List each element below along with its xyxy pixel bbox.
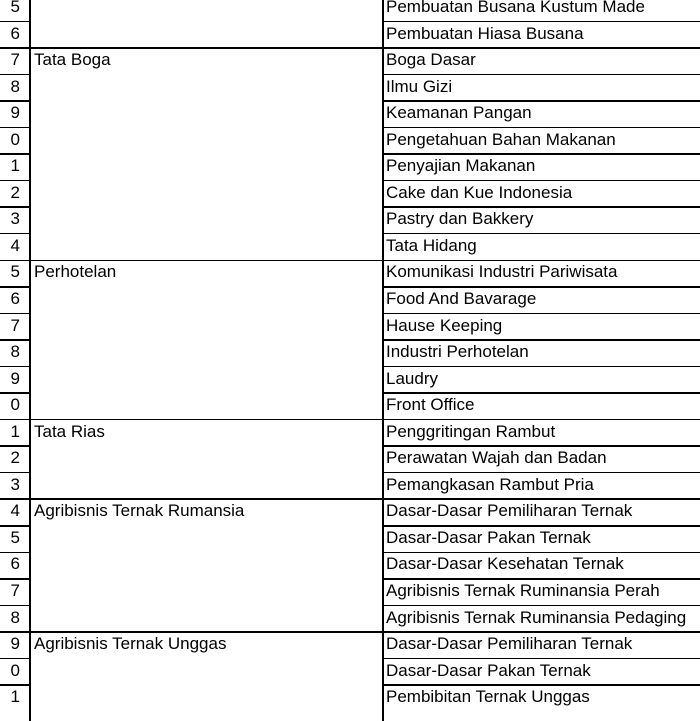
program-cell [29,605,381,632]
program-cell: Agribisnis Ternak Unggas [34,634,227,654]
row-gridline [0,127,29,129]
row-gridline [0,366,29,368]
row-number-cell: 5 [10,262,20,282]
program-cell: Perhotelan [34,262,117,282]
row-gridline [382,392,700,394]
table-row [0,366,700,393]
row-gridline [382,180,700,182]
subject-cell: Dasar-Dasar Pakan Ternak [386,660,591,680]
row-number-cell: 1 [10,687,20,707]
program-cell: Tata Boga [34,50,111,70]
table-row [0,127,700,154]
row-gridline [382,339,700,341]
table-row [0,180,700,207]
row-number-cell: 8 [10,342,20,362]
subject-cell: Dasar-Dasar Pemiliharan Ternak [386,501,633,521]
program-cell [29,551,381,578]
subject-cell: Food And Bavarage [386,289,537,309]
subject-cell: Boga Dasar [386,50,476,70]
subject-cell: Perawatan Wajah dan Badan [386,448,607,468]
program-cell [29,658,381,685]
row-gridline [382,605,700,607]
row-gridline [0,578,29,580]
program-cell [29,21,381,48]
table-row [0,578,700,605]
row-number-cell: 0 [10,129,20,149]
subject-cell: Pengetahuan Bahan Makanan [386,129,616,149]
table-row [0,206,700,233]
program-cell [29,153,381,180]
subject-cell: Agribisnis Ternak Ruminansia Perah [386,581,660,601]
subject-cell: Ilmu Gizi [386,76,453,96]
table-row [0,47,700,74]
row-number-cell: 0 [10,660,20,680]
table-row [0,445,700,472]
row-gridline [0,552,29,554]
table-row [0,21,700,48]
program-cell [29,233,381,260]
program-cell [29,127,381,154]
program-cell [29,339,381,366]
row-number-cell: 6 [10,23,20,43]
group-gridline [0,498,700,500]
row-gridline [0,339,29,341]
table-row [0,392,700,419]
table-row [0,551,700,578]
program-cell [29,206,381,233]
row-number-cell: 5 [10,0,20,16]
row-gridline [0,180,29,182]
row-gridline [382,525,700,527]
program-cell [29,472,381,499]
row-number-cell: 7 [10,315,20,335]
table-row [0,658,700,685]
program-cell [29,392,381,419]
table-row [0,74,700,101]
row-number-cell: 3 [10,209,20,229]
subject-cell: Dasar-Dasar Kesehatan Ternak [386,554,624,574]
subject-cell: Penggritingan Rambut [386,421,556,441]
row-gridline [382,233,700,235]
row-number-cell: 9 [10,634,20,654]
row-number-cell: 6 [10,289,20,309]
column-gridline [382,0,384,721]
row-gridline [382,578,700,580]
group-gridline [0,260,700,262]
row-number-cell: 2 [10,448,20,468]
subject-cell: Cake dan Kue Indonesia [386,182,573,202]
subject-cell: Dasar-Dasar Pemiliharan Ternak [386,634,633,654]
table-row [0,472,700,499]
row-gridline [0,233,29,235]
program-cell [29,313,381,340]
row-gridline [0,445,29,447]
table-row [0,259,700,286]
program-cell [29,366,381,393]
row-gridline [0,313,29,315]
row-gridline [382,206,700,208]
row-gridline [0,206,29,208]
program-cell [29,286,381,313]
program-cell [29,684,381,711]
subject-cell: Agribisnis Ternak Ruminansia Pedaging [386,607,687,627]
row-gridline [382,658,700,660]
row-gridline [382,684,700,686]
row-gridline [0,525,29,527]
subject-cell: Dasar-Dasar Pakan Ternak [386,527,591,547]
program-cell [29,445,381,472]
row-number-cell: 1 [10,156,20,176]
column-gridline [29,0,31,721]
subject-cell: Pembibitan Ternak Unggas [386,687,590,707]
row-gridline [0,684,29,686]
subject-cell: Pemangkasan Rambut Pria [386,474,594,494]
program-cell: Agribisnis Ternak Rumansia [34,501,245,521]
row-gridline [382,552,700,554]
table-row [0,0,700,21]
row-number-cell: 4 [10,235,20,255]
row-gridline [382,286,700,288]
row-number-cell: 3 [10,474,20,494]
row-number-cell: 6 [10,554,20,574]
row-number-cell: 2 [10,182,20,202]
program-cell: Tata Rias [34,421,105,441]
row-gridline [0,392,29,394]
row-number-cell: 8 [10,76,20,96]
row-gridline [382,21,700,23]
table-row [0,286,700,313]
table-row [0,313,700,340]
table-row [0,339,700,366]
program-cell [29,0,381,21]
program-cell [29,578,381,605]
row-gridline [382,366,700,368]
row-gridline [0,21,29,23]
row-gridline [382,100,700,102]
table-row [0,525,700,552]
row-gridline [382,313,700,315]
group-gridline [0,47,700,49]
row-number-cell: 9 [10,103,20,123]
table-row [0,153,700,180]
subject-cell: Keamanan Pangan [386,103,532,123]
row-gridline [0,605,29,607]
program-cell [29,180,381,207]
row-gridline [382,127,700,129]
table-row [0,498,700,525]
subject-cell: Tata Hidang [386,235,477,255]
table-row [0,605,700,632]
subject-cell: Pembuatan Hiasa Busana [386,23,584,43]
subject-cell: Front Office [386,395,475,415]
table-row [0,233,700,260]
row-gridline [0,658,29,660]
row-gridline [0,100,29,102]
table-row [0,631,700,658]
row-number-cell: 0 [10,395,20,415]
row-gridline [382,153,700,155]
table-row [0,100,700,127]
subject-cell: Pastry dan Bakkery [386,209,534,229]
table-row [0,419,700,446]
row-gridline [0,286,29,288]
row-gridline [0,153,29,155]
row-gridline [382,74,700,76]
subject-cell: Hause Keeping [386,315,503,335]
program-cell [29,100,381,127]
row-number-cell: 4 [10,501,20,521]
subject-cell: Pembuatan Busana Kustum Made [386,0,645,16]
subject-cell: Komunikasi Industri Pariwisata [386,262,618,282]
row-number-cell: 7 [10,581,20,601]
subject-cell: Penyajian Makanan [386,156,536,176]
row-number-cell: 8 [10,607,20,627]
subject-cell: Industri Perhotelan [386,342,529,362]
program-cell [29,74,381,101]
row-number-cell: 5 [10,527,20,547]
group-gridline [0,631,700,633]
row-gridline [0,472,29,474]
row-gridline [0,74,29,76]
table-row [0,684,700,711]
row-number-cell: 1 [10,421,20,441]
row-number-cell: 9 [10,368,20,388]
row-number-cell: 7 [10,50,20,70]
row-gridline [382,472,700,474]
program-cell [29,525,381,552]
row-gridline [382,445,700,447]
group-gridline [0,419,700,421]
subject-cell: Laudry [386,368,438,388]
